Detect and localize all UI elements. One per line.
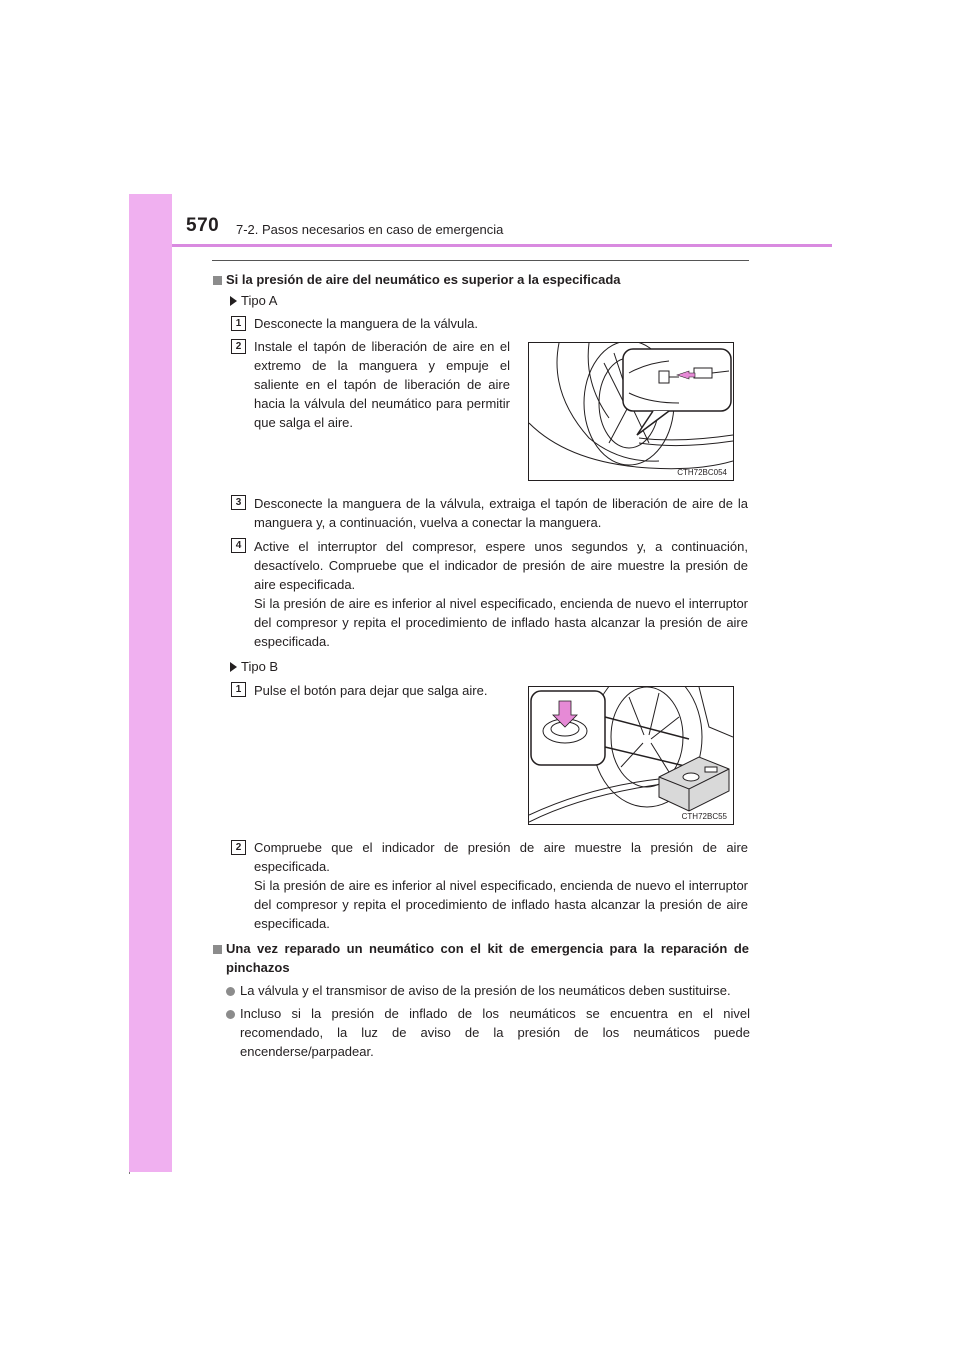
step-text: Desconecte la manguera de la válvula. [254,316,479,331]
step-number: 2 [231,840,246,855]
figure-code: CTH72BC054 [677,468,727,477]
tire-valve-illustration [528,342,734,481]
chapter-sidebar-tab [129,194,172,1172]
section-heading: Si la presión de aire del neumático es superior a la especificada [226,272,621,287]
step-number: 3 [231,495,246,510]
note-text: Si la presión de aire es inferior al nivel especificado, encienda de nuevo el interruptor del compresor y repita el procedimiento de inflado hasta alcanzar la presión de aire especificada. [254,878,748,931]
bullet-text: Incluso si la presión de inflado de los neumáticos se encuentra en el nivel recomendado, la luz de aviso de la presión de los neumáticos puede encenderse/parpadear. [240,1006,750,1059]
type-b-label: Tipo B [241,659,279,674]
type-arrow-icon [230,296,237,306]
step-text: Pulse el botón para dejar que salga aire. [254,683,488,698]
step-text: Compruebe que el indicador de presión de aire muestre la presión de aire especificada. [254,840,748,874]
page-number: 570 [186,215,220,236]
step-number: 2 [231,339,246,354]
step-number: 1 [231,682,246,697]
note-text: Si la presión de aire es inferior al nivel especificado, encienda de nuevo el interruptor del compresor y repita el procedimiento de inflado hasta alcanzar la presión de aire especificada. [254,596,748,649]
compressor-button-illustration [528,686,734,825]
step-text: Active el interruptor del compresor, espere unos segundos y, a continuación, desactívelo. Compruebe que el indicador de presión de aire muestre la presión de aire especificada. [254,539,748,592]
step-text: Instale el tapón de liberación de aire en el extremo de la manguera y empuje el saliente en el tapón de liberación de aire hacia la válvula del neumático para permitir que salga el aire. [254,339,510,430]
bullet-icon [226,987,235,996]
chapter-title: 7-2. Pasos necesarios en caso de emergencia [236,222,504,237]
type-a-label: Tipo A [241,293,278,308]
step-text: Desconecte la manguera de la válvula, extraiga el tapón de liberación de aire de la manguera y, a continuación, vuelva a conectar la manguera. [254,496,748,530]
type-arrow-icon [230,662,237,672]
section-square-icon [213,276,222,285]
header-rule [172,244,832,247]
step-number: 1 [231,316,246,331]
section-square-icon [213,945,222,954]
section-rule [212,260,749,261]
bullet-text: La válvula y el transmisor de aviso de la presión de los neumáticos deben sustituirse. [240,983,731,998]
bullet-icon [226,1010,235,1019]
section-heading: Una vez reparado un neumático con el kit de emergencia para la reparación de pinchazos [226,941,749,975]
step-number: 4 [231,538,246,553]
figure-code: CTH72BC55 [681,812,727,821]
